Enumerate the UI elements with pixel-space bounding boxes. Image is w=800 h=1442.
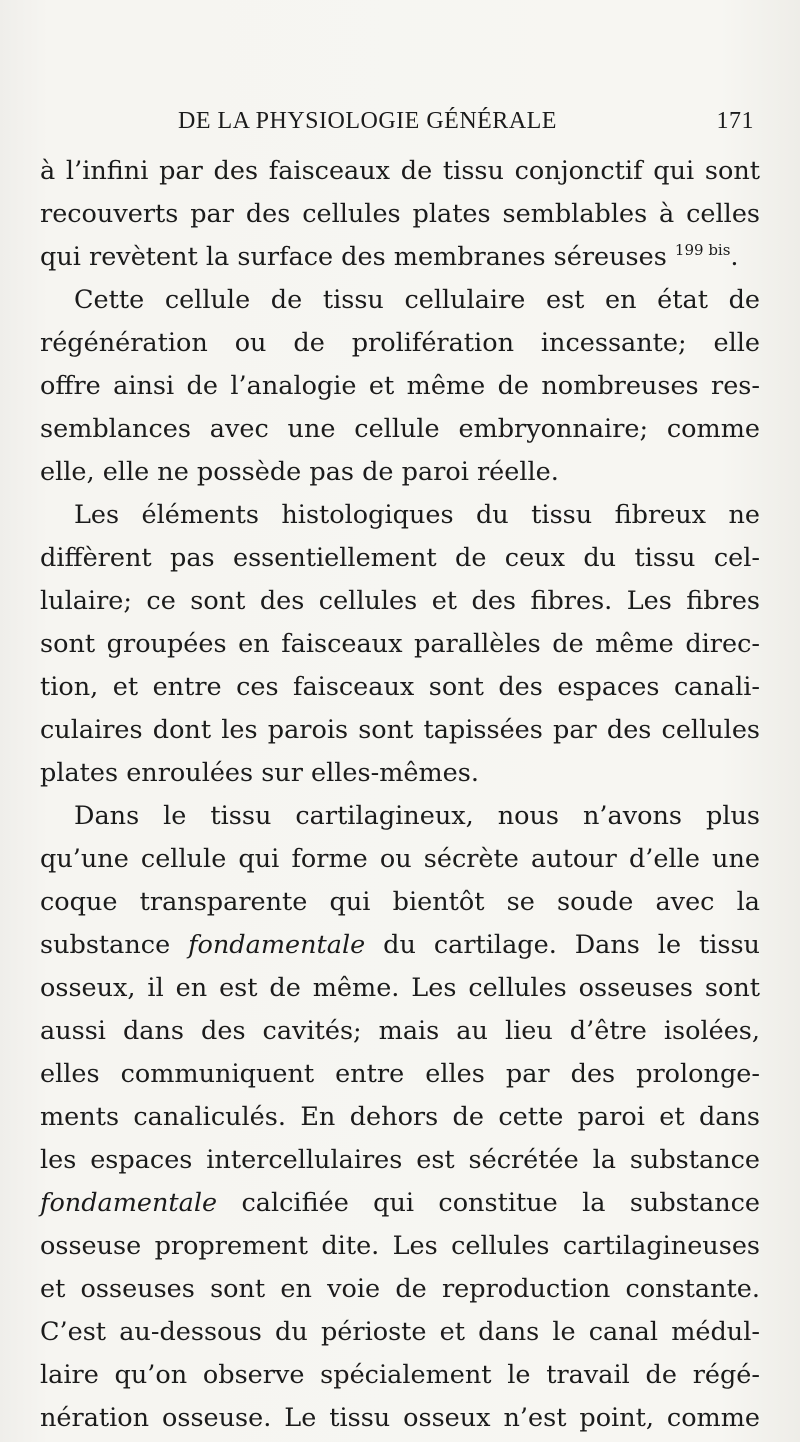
text-line bbox=[40, 1268, 760, 1311]
text-segment: plates enroulées sur elles-mêmes. bbox=[40, 758, 479, 788]
text-line bbox=[40, 365, 760, 408]
text-line bbox=[40, 1053, 760, 1096]
text-segment: tion, et entre ces faisceaux sont des espaces canali- bbox=[40, 672, 760, 702]
text-segment: aussi dans des cavités; mais au lieu d’être isolées, bbox=[40, 1016, 760, 1046]
body-text bbox=[40, 150, 760, 1440]
italic-term: fondamentale bbox=[188, 930, 366, 960]
text-line bbox=[40, 1096, 760, 1139]
text-line bbox=[40, 408, 760, 451]
text-segment: du cartilage. Dans le tissu bbox=[365, 930, 760, 960]
text-segment: à l’infini par des faisceaux de tissu conjonctif qui sont bbox=[40, 156, 760, 186]
text-line bbox=[40, 150, 760, 193]
running-head-title: DE LA PHYSIOLOGIE GÉNÉRALE bbox=[178, 108, 557, 134]
text-segment: elle, elle ne possède pas de paroi réelle. bbox=[40, 457, 559, 487]
text-segment: calcifiée qui constitue la substance bbox=[217, 1188, 760, 1218]
text-segment: et osseuses sont en voie de reproduction constante. bbox=[40, 1274, 760, 1304]
text-segment: qui revètent la surface des membranes séreuses bbox=[40, 242, 675, 272]
text-segment: Cette cellule de tissu cellulaire est en état de bbox=[74, 285, 760, 315]
text-line bbox=[40, 1397, 760, 1440]
page-number: 171 bbox=[716, 108, 754, 134]
text-line bbox=[40, 451, 760, 494]
text-line bbox=[40, 236, 760, 279]
text-segment: qu’une cellule qui forme ou sécrète autour d’elle une bbox=[40, 844, 760, 874]
text-line bbox=[40, 881, 760, 924]
text-segment: lulaire; ce sont des cellules et des fibres. Les fibres bbox=[40, 586, 760, 616]
text-line bbox=[40, 967, 760, 1010]
text-line bbox=[40, 1354, 760, 1397]
text-line bbox=[40, 924, 760, 967]
text-line bbox=[40, 494, 760, 537]
text-segment: diffèrent pas essentiellement de ceux du tissu cel- bbox=[40, 543, 760, 573]
text-segment: semblances avec une cellule embryonnaire; comme bbox=[40, 414, 760, 444]
text-segment: Dans le tissu cartilagineux, nous n’avons plus bbox=[74, 801, 760, 831]
text-segment: ments canaliculés. En dehors de cette paroi et dans bbox=[40, 1102, 760, 1132]
text-segment: culaires dont les parois sont tapissées par des cellules bbox=[40, 715, 760, 745]
text-segment: osseux, il en est de même. Les cellules osseuses sont bbox=[40, 973, 760, 1003]
text-segment: osseuse proprement dite. Les cellules cartilagineuses bbox=[40, 1231, 760, 1261]
text-segment: coque transparente qui bientôt se soude avec la bbox=[40, 887, 760, 917]
text-line bbox=[40, 1010, 760, 1053]
footnote-reference: 199 bis bbox=[674, 241, 731, 259]
text-line bbox=[40, 623, 760, 666]
text-segment: C’est au-dessous du périoste et dans le canal médul- bbox=[40, 1317, 760, 1347]
text-segment: . bbox=[730, 242, 739, 272]
text-segment: régénération ou de prolifération incessante; elle bbox=[40, 328, 760, 358]
text-line bbox=[40, 838, 760, 881]
text-line bbox=[40, 537, 760, 580]
text-segment: sont groupées en faisceaux parallèles de même direc- bbox=[40, 629, 760, 659]
text-line bbox=[40, 322, 760, 365]
text-line bbox=[40, 1311, 760, 1354]
text-segment: elles communiquent entre elles par des prolonge- bbox=[40, 1059, 760, 1089]
text-line bbox=[40, 1182, 760, 1225]
text-line bbox=[40, 1139, 760, 1182]
text-line bbox=[40, 752, 760, 795]
text-segment: laire qu’on observe spécialement le travail de régé- bbox=[40, 1360, 760, 1390]
text-line bbox=[40, 795, 760, 838]
text-line bbox=[40, 1225, 760, 1268]
text-line bbox=[40, 709, 760, 752]
text-segment: Les éléments histologiques du tissu fibreux ne bbox=[74, 500, 760, 530]
text-segment: substance bbox=[40, 930, 189, 960]
text-segment: offre ainsi de l’analogie et même de nombreuses res- bbox=[40, 371, 760, 401]
italic-term: fondamentale bbox=[40, 1188, 218, 1218]
text-line bbox=[40, 580, 760, 623]
text-line bbox=[40, 279, 760, 322]
running-head bbox=[40, 108, 760, 138]
text-line bbox=[40, 193, 760, 236]
text-line bbox=[40, 666, 760, 709]
text-segment: les espaces intercellulaires est sécrétée la substance bbox=[40, 1145, 760, 1175]
text-segment: nération osseuse. Le tissu osseux n’est point, comme bbox=[40, 1403, 760, 1433]
text-segment: recouverts par des cellules plates semblables à celles bbox=[40, 199, 760, 229]
